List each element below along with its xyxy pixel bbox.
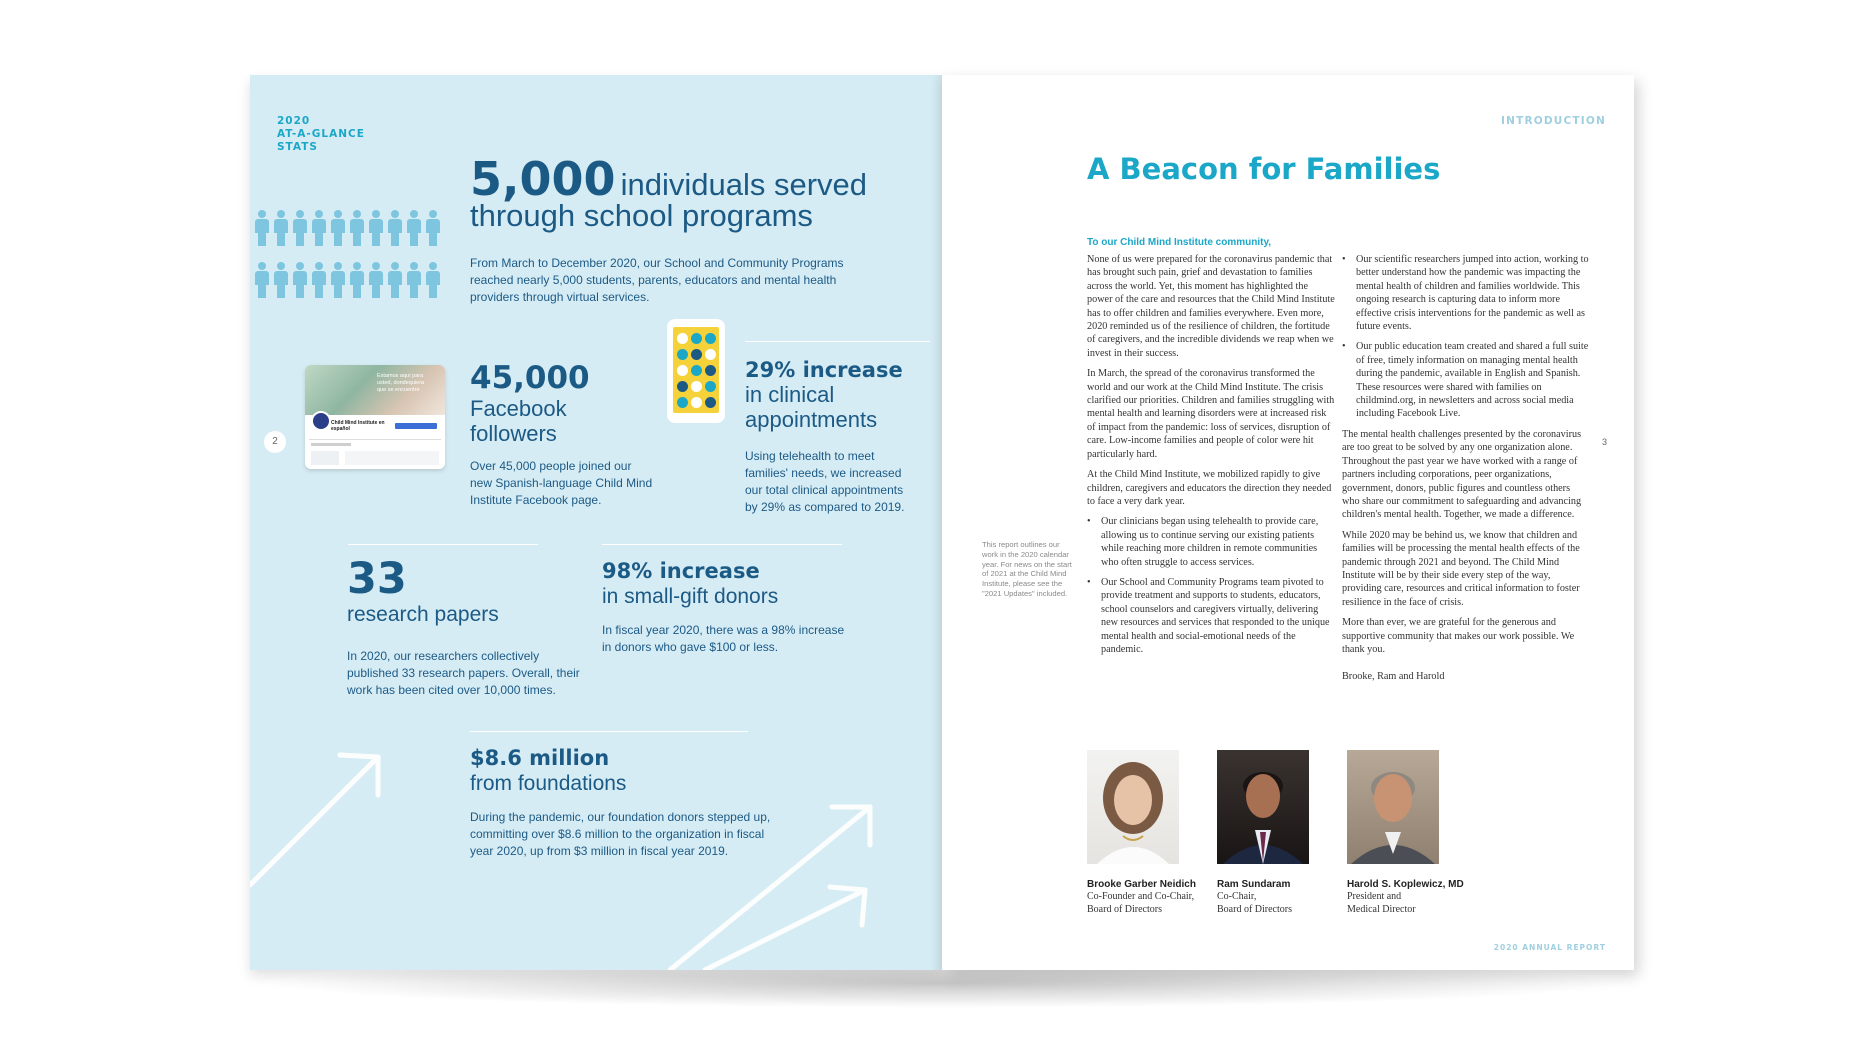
body-line: Over 45,000 people joined our: [470, 459, 632, 473]
page-title: A Beacon for Families: [1087, 152, 1441, 186]
letter-bullet: • Our public education team created and shared a full suite of free, timely information on managing mental health during the pandemic, available in English and Spanish. These resources were shared with families on childmind.org, in newsletters and across social media including Facebook Live.: [1342, 340, 1590, 420]
stat-foundations-headline: $8.6 million: [470, 746, 610, 770]
left-page: [250, 75, 942, 970]
person-role: Board of Directors: [1217, 904, 1292, 915]
stat-appointments-line1: in clinical: [745, 382, 835, 407]
stat-donors-headline: 98% increase: [602, 559, 760, 583]
stat-schools-line2: through school programs: [470, 198, 813, 233]
body-line: providers through virtual services.: [470, 290, 650, 304]
stat-papers-number: 33: [347, 554, 407, 604]
stat-schools-line1: individuals served: [620, 167, 868, 202]
letter-column-2: [1342, 253, 1590, 691]
person-role: Board of Directors: [1087, 904, 1162, 915]
body-line: in donors who gave $100 or less.: [602, 640, 779, 654]
portrait-icon: [1217, 750, 1309, 864]
body-line: In 2020, our researchers collectively: [347, 649, 540, 663]
arrow-icon: [705, 890, 865, 970]
person-name: Brooke Garber Neidich: [1087, 879, 1196, 890]
letter-bullet-list: [1087, 515, 1335, 656]
letter-column-1: [1087, 253, 1335, 663]
body-line: Institute Facebook page.: [470, 493, 602, 507]
kicker-line: 2020: [277, 115, 311, 127]
stat-foundations-line1: from foundations: [470, 772, 627, 795]
salutation: To our Child Mind Institute community,: [1087, 237, 1272, 248]
person-role: President and: [1347, 891, 1402, 902]
person-role: Medical Director: [1347, 904, 1416, 915]
page-number-left: 2: [264, 431, 286, 453]
body-line: by 29% as compared to 2019.: [745, 500, 905, 514]
body-line: In fiscal year 2020, there was a 98% increase: [602, 623, 845, 637]
footer-label: 2020 ANNUAL REPORT: [1493, 943, 1606, 952]
portrait-photo: [1347, 750, 1439, 864]
person-role: Co-Founder and Co-Chair,: [1087, 891, 1195, 902]
portrait-photo: [1087, 750, 1179, 864]
body-line: committing over $8.6 million to the organization in fiscal: [470, 827, 765, 841]
stat-facebook-line1: Facebook: [470, 396, 567, 421]
portrait-icon: [1087, 750, 1179, 864]
letter-paragraph: None of us were prepared for the coronavirus pandemic that has brought such pain, grief and devastation to families across the world. Yet, this moment has highlighted the power of the care and resources that the Child Mind Institute has to offer children and families everywhere. Even more, 2020 reminded us of the resilience of children, the fortitude of caregivers, and the incredible dividends we reap when we invest in their success.: [1087, 254, 1335, 359]
cover-text-line: que se encuentre: [377, 387, 420, 393]
body-line: families' needs, we increased: [745, 466, 902, 480]
person-name: Harold S. Koplewicz, MD: [1347, 879, 1464, 890]
letter-paragraph: While 2020 may be behind us, we know that children and families will be processing the mental health effects of the pandemic through 2021 and beyond. The Child Mind Institute will be by their side every step of the way, providing care, resources and critical information to foster resilience in the face of crisis.: [1342, 529, 1580, 608]
cover-text-line: Estamos aquí para: [377, 373, 424, 379]
stat-schools-number: 5,000: [470, 152, 616, 206]
letter-bullet: • Our School and Community Programs team pivoted to provide treatment and supports to students, educators, school counselors and caregivers virtually, delivering new resources and services that responded to the unique mental health and social-emotional needs of the pandemic.: [1087, 576, 1335, 656]
stat-facebook-line2: followers: [470, 421, 557, 446]
facebook-page-name: Child Mind Institute en español: [331, 420, 385, 432]
stat-papers-line1: research papers: [347, 603, 499, 626]
growth-arrows-graphic: [250, 75, 942, 970]
person-caption: [1087, 879, 1212, 916]
side-note: This report outlines our work in the 2020 calendar year. For news on the start of 2021 at the Child Mind Institute, please see the "2021 Updates" included.: [982, 540, 1072, 598]
body-line: year 2020, up from $3 million in fiscal year 2019.: [470, 844, 729, 858]
arrow-icon: [250, 757, 378, 885]
cover-text-line: usted, dondequiera: [377, 380, 425, 386]
kicker-line: STATS: [277, 141, 318, 153]
portrait-icon: [1347, 750, 1439, 864]
page-number-right: 3: [1602, 437, 1608, 447]
body-line: published 33 research papers. Overall, their: [347, 666, 580, 680]
letter-signoff: Brooke, Ram and Harold: [1342, 671, 1445, 683]
person-name: Ram Sundaram: [1217, 879, 1291, 890]
person-role: Co-Chair,: [1217, 891, 1257, 902]
right-page: [942, 75, 1634, 970]
letter-bullet-list: [1342, 253, 1590, 421]
letter-bullet: • Our clinicians began using telehealth to provide care, allowing us to continue serving our existing patients while reaching more children in remote communities who often struggle to access services.: [1087, 515, 1335, 569]
body-line: From March to December 2020, our School and Community Programs: [470, 256, 844, 270]
body-line: Using telehealth to meet: [745, 449, 875, 463]
letter-bullet: • Our scientific researchers jumped into action, working to better understand how the pandemic was impacting the mental health of children and families worldwide. This ongoing research is capturing data to inform more effective crisis interventions for the pandemic as well as future events.: [1342, 253, 1590, 333]
stat-facebook-number: 45,000: [470, 360, 590, 396]
section-label: INTRODUCTION: [1501, 115, 1606, 127]
body-line: work has been cited over 10,000 times.: [347, 683, 556, 697]
letter-paragraph: In March, the spread of the coronavirus transformed the world and our work at the Child Mind Institute. The crisis clarified our priorities. Children and families struggling with mental health and learning disorders were at increased risk of impact from the pandemic: loss of services, disruption of care. Low-income families and people of color were hit particularly hard.: [1087, 368, 1335, 460]
letter-paragraph: The mental health challenges presented by the coronavirus are too great to be solved by any one organization alone. Throughout the past year we have worked with a range of partners including corporations, peer organizations, government, donors, public figures and countless others who share our commitment to safeguarding and advancing children's mental health. Together, we made a difference.: [1342, 428, 1582, 521]
person-caption: [1217, 879, 1342, 916]
body-line: reached nearly 5,000 students, parents, educators and mental health: [470, 273, 837, 287]
person-caption: [1347, 879, 1487, 916]
stat-donors-line1: in small-gift donors: [602, 585, 779, 608]
body-line: new Spanish-language Child Mind: [470, 476, 653, 490]
letter-paragraph: More than ever, we are grateful for the generous and supportive community that makes our work possible. We thank you.: [1342, 617, 1575, 655]
body-line: our total clinical appointments: [745, 483, 904, 497]
stat-appointments-line2: appointments: [745, 407, 878, 432]
portrait-photo: [1217, 750, 1309, 864]
stat-appointments-headline: 29% increase: [745, 358, 903, 382]
kicker-line: AT-A-GLANCE: [277, 128, 365, 140]
letter-paragraph: At the Child Mind Institute, we mobilized rapidly to give children, caregivers and educators the direction they needed to face a very dark year.: [1087, 469, 1332, 507]
body-line: During the pandemic, our foundation donors stepped up,: [470, 810, 771, 824]
